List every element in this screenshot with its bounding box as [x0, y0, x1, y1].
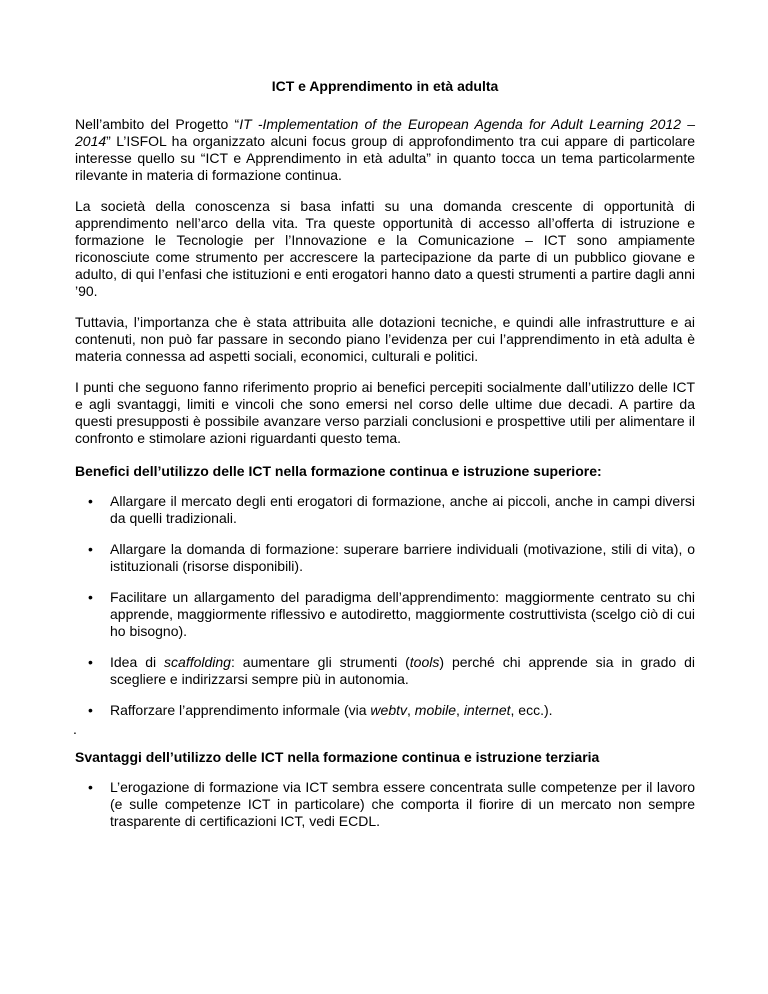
list-item — [75, 654, 695, 688]
benefici-list — [75, 493, 695, 719]
list-item — [75, 702, 695, 719]
item-text: Rafforzare l’apprendimento informale (via — [110, 702, 371, 718]
document-page — [75, 78, 695, 844]
intro-paragraph-2: La società della conoscenza si basa infatti su una domanda crescente di opportunità di apprendimento nell’arco della vita. Tra queste opportunità di accesso all’offerta di istruzione e formazione le Tecnologie per l’Innovazione e la Comunicazione – ICT sono ampiamente riconosciute come strumento per accrescere la partecipazione da parte di un pubblico giovane e adulto, di qui l’enfasi che istituzioni e enti erogatori hanno dato a questi strumenti a partire dagli anni ’90. — [75, 198, 695, 299]
item-text: , — [407, 702, 415, 718]
item-italic: scaffolding — [164, 654, 231, 670]
item-text: , ecc.). — [510, 702, 553, 718]
list-item: • Allargare il mercato degli enti erogatori di formazione, anche ai piccoli, anche in campi diversi da quelli tradizionali. — [75, 493, 695, 527]
benefici-heading: Benefici dell’utilizzo delle ICT nella formazione continua e istruzione superiore: — [75, 463, 602, 479]
item-italic: tools — [409, 654, 440, 670]
project-name: IT -Implementation of the European Agenda for Adult Learning 2012 – 2014 — [75, 116, 696, 149]
intro-p1-text-b: ” L’ISFOL ha organizzato alcuni focus group di approfondimento tra cui appare di particolare interesse quello su “ICT e Apprendimento in età adulta” in quanto tocca un tema particolarmente rilevante in materia di formazione continua. — [75, 133, 695, 183]
item-italic: webtv — [370, 702, 407, 718]
intro-paragraph-4: I punti che seguono fanno riferimento proprio ai benefici percepiti socialmente dall’utilizzo delle ICT e agli svantaggi, limiti e vincoli che sono emersi nel corso delle ultime due decadi. A partire da questi presupposti è possibile avanzare verso parziali conclusioni e prospettive utili per alimentare il confronto e stimolare azioni riguardanti questo tema. — [75, 379, 695, 446]
stray-dot: . — [73, 721, 77, 737]
intro-paragraph-1 — [75, 116, 695, 184]
svantaggi-heading: Svantaggi dell’utilizzo delle ICT nella formazione continua e istruzione terziaria — [75, 749, 600, 765]
intro-p1-text-a: Nell’ambito del Progetto “ — [75, 116, 240, 132]
item-italic: internet — [463, 702, 511, 718]
item-text: Idea di — [110, 654, 165, 670]
intro-paragraph-3: Tuttavia, l’importanza che è stata attribuita alle dotazioni tecniche, e quindi alle infrastrutture e ai contenuti, non può far passare in secondo piano l’evidenza per cui l’apprendimento in età adulta è materia connessa ad aspetti sociali, economici, culturali e politici. — [75, 314, 695, 364]
svantaggi-list — [75, 779, 695, 830]
list-item: • L’erogazione di formazione via ICT sembra essere concentrata sulle competenze per il lavoro (e sulle competenze ICT in particolare) che comporta il fiorire di un mercato non sempre trasparente di certificazioni ICT, vedi ECDL. — [75, 779, 695, 830]
item-text: : aumentare gli strumenti ( — [230, 654, 410, 670]
item-text: ) perché chi apprende sia in grado di scegliere e indirizzarsi sempre più in autonomia. — [110, 654, 695, 687]
item-italic: mobile — [414, 702, 457, 718]
list-item: • Allargare la domanda di formazione: superare barriere individuali (motivazione, stili di vita), o istituzionali (risorse disponibili). — [75, 541, 695, 575]
document-title: ICT e Apprendimento in età adulta — [271, 78, 499, 94]
list-item: • Facilitare un allargamento del paradigma dell’apprendimento: maggiormente centrato su chi apprende, maggiormente riflessivo e autodiretto, maggiormente costruttivista (scelgo ciò di cui ho bisogno). — [75, 589, 695, 640]
item-text: , — [456, 702, 464, 718]
